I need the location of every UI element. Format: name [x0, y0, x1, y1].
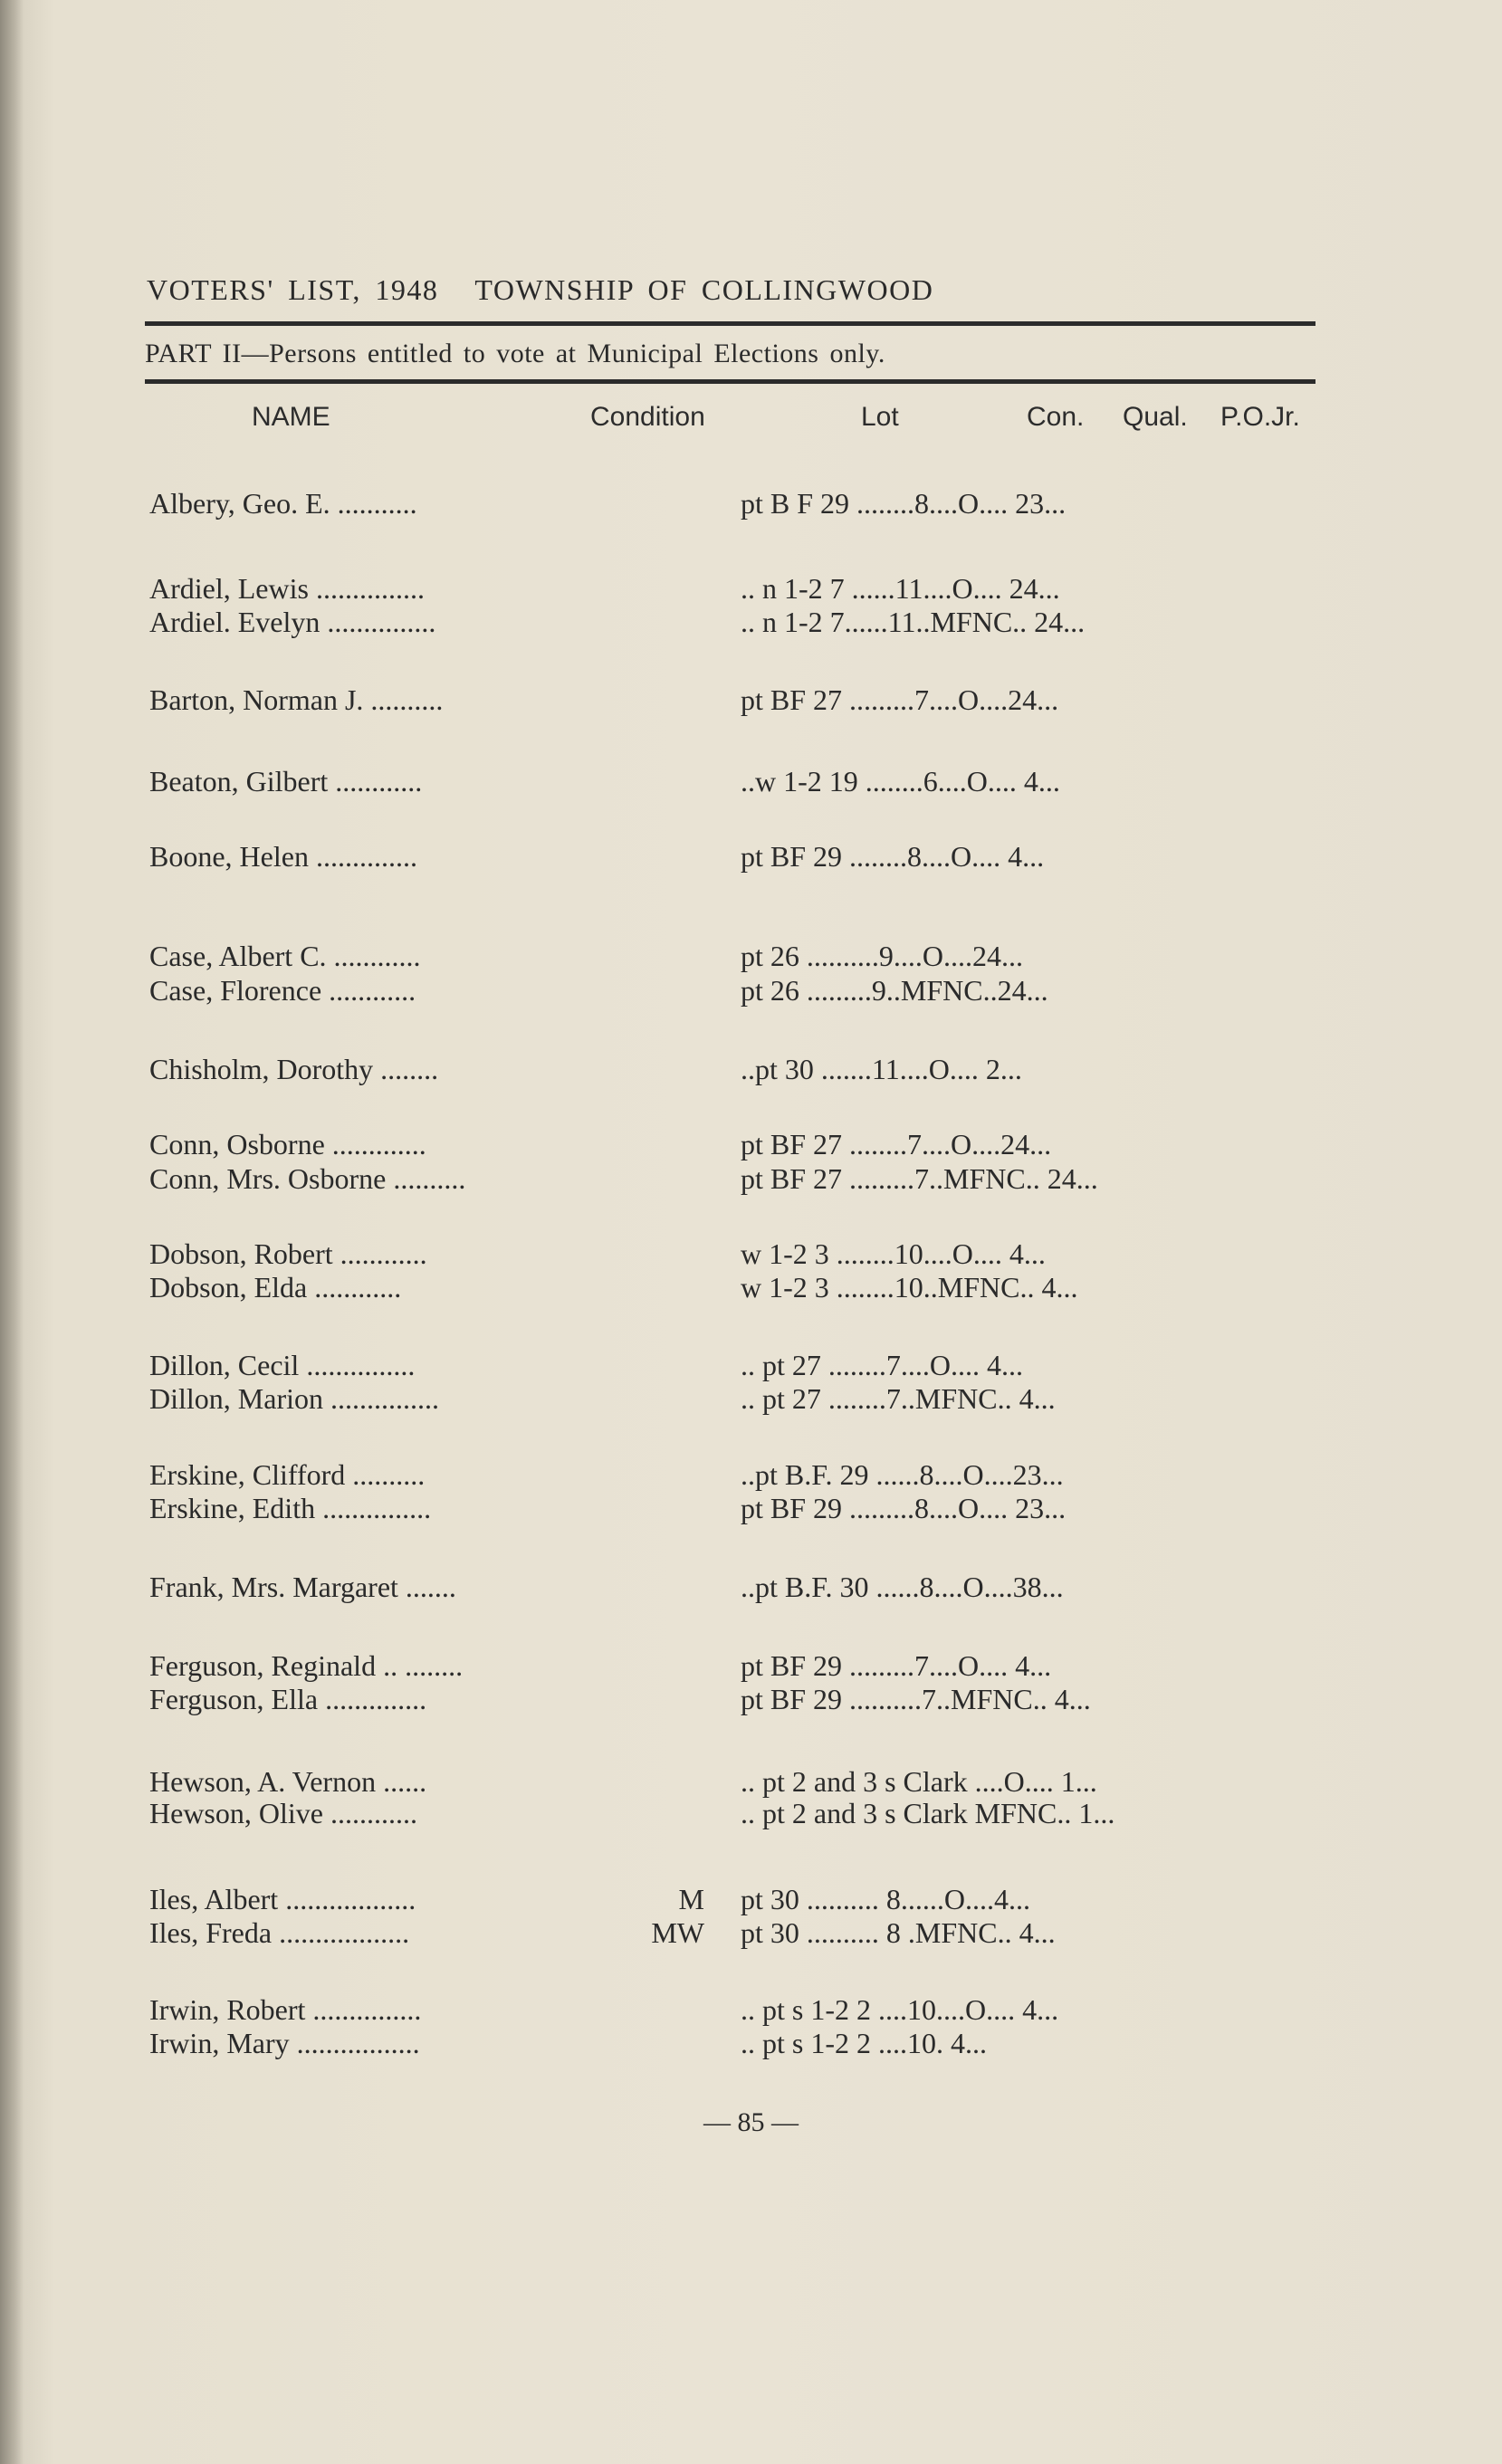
voter-property: pt 26 ..........9....O....24...: [741, 940, 1023, 972]
voter-property: .. pt 2 and 3 s Clark ....O.... 1...: [741, 1765, 1097, 1798]
voter-condition: M: [678, 1883, 704, 1915]
voter-row: [0, 1649, 1502, 1686]
voter-row: [0, 1128, 1502, 1164]
voter-name: Barton, Norman J. ..........: [149, 683, 444, 716]
page-number: — 85 —: [703, 2107, 799, 2137]
voter-row: [0, 1797, 1502, 1833]
voter-name: Beaton, Gilbert ............: [149, 765, 423, 797]
voter-name: Irwin, Mary .................: [149, 2027, 420, 2059]
voter-name: Ardiel, Lewis ...............: [149, 572, 425, 605]
voter-row: [0, 765, 1502, 801]
voter-row: [0, 1271, 1502, 1307]
voter-condition: MW: [651, 1916, 704, 1949]
voter-name: Conn, Mrs. Osborne ..........: [149, 1162, 466, 1195]
col-header-con: Con.: [1027, 402, 1085, 432]
voter-name: Ferguson, Ella ..............: [149, 1683, 427, 1715]
voter-property: .. n 1-2 7 ......11....O.... 24...: [741, 572, 1060, 605]
voter-name: Erskine, Clifford ..........: [149, 1458, 426, 1491]
col-header-qual: Qual.: [1123, 402, 1188, 432]
voter-property: ..pt B.F. 29 ......8....O....23...: [741, 1458, 1064, 1491]
voter-property: ..pt 30 .......11....O.... 2...: [741, 1053, 1022, 1085]
voter-property: .. pt 27 ........7..MFNC.. 4...: [741, 1382, 1056, 1415]
voter-property: w 1-2 3 ........10..MFNC.. 4...: [741, 1271, 1078, 1304]
voter-name: Case, Albert C. ............: [149, 940, 421, 972]
voter-property: pt BF 29 .........8....O.... 23...: [741, 1492, 1067, 1524]
voter-property: .. pt 2 and 3 s Clark MFNC.. 1...: [741, 1797, 1115, 1829]
voter-row: [0, 1993, 1502, 2029]
voter-property: w 1-2 3 ........10....O.... 4...: [741, 1237, 1046, 1270]
voter-property: pt 30 .......... 8......O....4...: [741, 1883, 1030, 1915]
voter-name: Dillon, Cecil ...............: [149, 1349, 416, 1381]
voter-row: [0, 1571, 1502, 1607]
voter-row: [0, 606, 1502, 642]
voter-name: Hewson, A. Vernon ......: [149, 1765, 427, 1798]
voter-row: [0, 572, 1502, 608]
voter-row: [0, 1765, 1502, 1801]
voter-name: Dobson, Elda ............: [149, 1271, 402, 1304]
voter-property: pt BF 29 .........7....O.... 4...: [741, 1649, 1052, 1682]
voter-name: Dillon, Marion ...............: [149, 1382, 439, 1415]
voter-row: [0, 1916, 1502, 1953]
voter-name: Chisholm, Dorothy ........: [149, 1053, 439, 1085]
col-header-pojr: P.O.Jr.: [1220, 402, 1300, 432]
voter-property: pt B F 29 ........8....O.... 23...: [741, 487, 1067, 520]
voter-row: [0, 1492, 1502, 1528]
voter-row: [0, 974, 1502, 1010]
voter-property: ..pt B.F. 30 ......8....O....38...: [741, 1571, 1064, 1603]
voter-property: pt 26 .........9..MFNC..24...: [741, 974, 1048, 1007]
col-header-name: NAME: [252, 402, 330, 432]
voter-name: Ferguson, Reginald .. ........: [149, 1649, 464, 1682]
voter-property: .. pt s 1-2 2 ....10. 4...: [741, 2027, 987, 2059]
voter-row: [0, 1382, 1502, 1418]
voter-property: .. n 1-2 7......11..MFNC.. 24...: [741, 606, 1086, 638]
title-right: TOWNSHIP OF COLLINGWOOD: [474, 273, 934, 306]
voter-row: [0, 1683, 1502, 1719]
voter-property: pt BF 27 .........7....O....24...: [741, 683, 1059, 716]
voter-property: pt BF 29 ..........7..MFNC.. 4...: [741, 1683, 1091, 1715]
voter-row: [0, 1053, 1502, 1089]
voter-name: Hewson, Olive ............: [149, 1797, 417, 1829]
voter-name: Irwin, Robert ...............: [149, 1993, 422, 2026]
voter-name: Dobson, Robert ............: [149, 1237, 427, 1270]
voter-property: pt BF 29 ........8....O.... 4...: [741, 840, 1045, 873]
voter-name: Albery, Geo. E. ...........: [149, 487, 417, 520]
voter-row: [0, 2027, 1502, 2063]
voter-name: Case, Florence ............: [149, 974, 416, 1007]
voter-row: [0, 840, 1502, 876]
col-header-condition: Condition: [590, 402, 705, 432]
col-header-lot: Lot: [861, 402, 899, 432]
voter-name: Ardiel. Evelyn ...............: [149, 606, 436, 638]
voter-row: [0, 1883, 1502, 1919]
voter-name: Frank, Mrs. Margaret .......: [149, 1571, 456, 1603]
voter-name: Erskine, Edith ...............: [149, 1492, 432, 1524]
voter-name: Conn, Osborne .............: [149, 1128, 426, 1160]
voter-property: ..w 1-2 19 ........6....O.... 4...: [741, 765, 1060, 797]
voter-property: pt BF 27 ........7....O....24...: [741, 1128, 1052, 1160]
voter-row: [0, 1458, 1502, 1495]
voter-property: .. pt 27 ........7....O.... 4...: [741, 1349, 1023, 1381]
voter-row: [0, 683, 1502, 720]
voter-row: [0, 1349, 1502, 1385]
voter-property: pt BF 27 .........7..MFNC.. 24...: [741, 1162, 1098, 1195]
voter-row: [0, 1237, 1502, 1274]
title-left: VOTERS' LIST, 1948: [147, 273, 439, 306]
voter-name: Boone, Helen ..............: [149, 840, 417, 873]
voter-property: .. pt s 1-2 2 ....10....O.... 4...: [741, 1993, 1059, 2026]
voter-name: Iles, Albert ..................: [149, 1883, 416, 1915]
voter-row: [0, 487, 1502, 523]
part-heading: PART II—Persons entitled to vote at Municipal Elections only.: [145, 339, 885, 368]
voter-row: [0, 940, 1502, 976]
voter-property: pt 30 .......... 8 .MFNC.. 4...: [741, 1916, 1056, 1949]
voter-row: [0, 1162, 1502, 1199]
voter-name: Iles, Freda ..................: [149, 1916, 410, 1949]
